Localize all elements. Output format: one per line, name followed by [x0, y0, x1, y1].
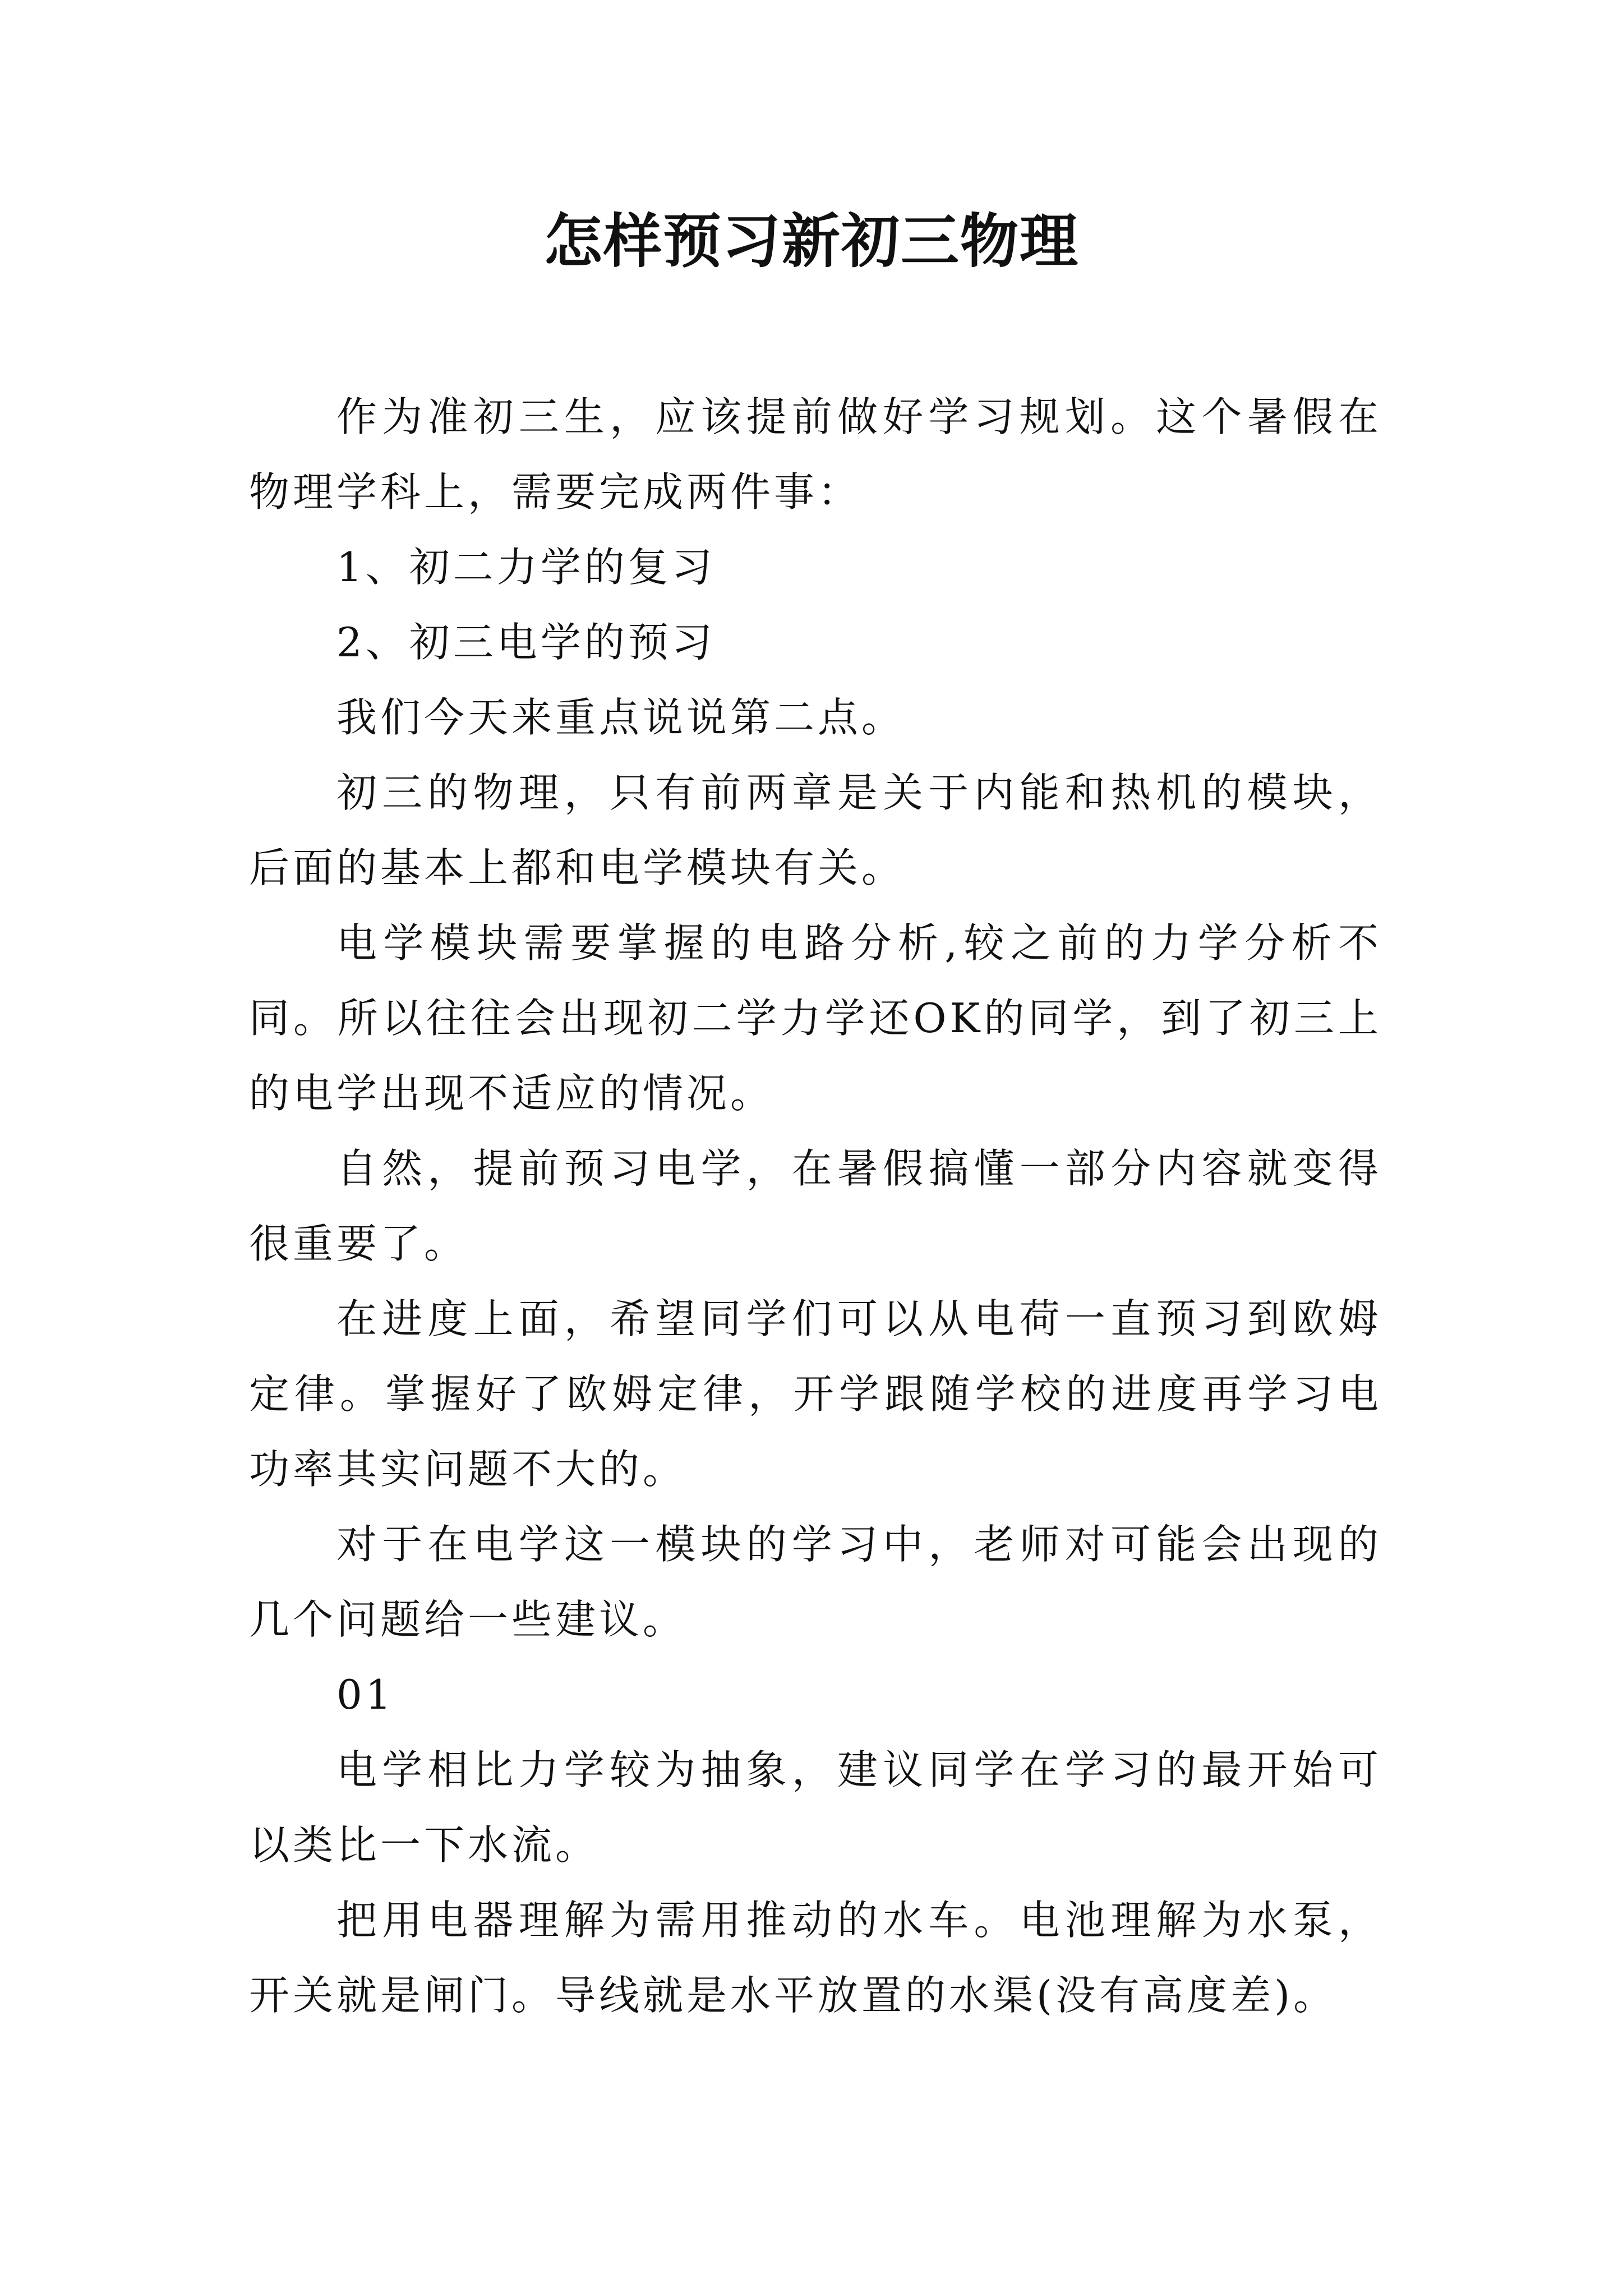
- paragraph-focus: 我们今天来重点说说第二点。: [336, 694, 906, 741]
- paragraph-intro: 作为准初三生，应该提前做好学习规划。这个暑假在物理学科上，需要完成两件事：: [249, 393, 1382, 516]
- document-title: 怎样预习新初三物理: [543, 206, 1079, 275]
- paragraph-water-model: 把用电器理解为需用推动的水车。电池理解为水泵，开关就是闸门。导线就是水平放置的水渠(没有高度差)。: [249, 1897, 1382, 2019]
- paragraph-chapters: 初三的物理，只有前两章是关于内能和热机的模块，后面的基本上都和电学模块有关。: [249, 769, 1382, 891]
- paragraph-analogy: 电学相比力学较为抽象，建议同学在学习的最开始可以类比一下水流。: [249, 1746, 1382, 1869]
- paragraph-advice: 对于在电学这一模块的学习中，老师对可能会出现的几个问题给一些建议。: [249, 1521, 1382, 1643]
- paragraph-circuit-analysis: 电学模块需要掌握的电路分析,较之前的力学分析不同。所以往往会出现初二学力学还OK的同学，到了初三上的电学出现不适应的情况。: [249, 919, 1382, 1117]
- paragraph-importance: 自然，提前预习电学，在暑假搞懂一部分内容就变得很重要了。: [249, 1145, 1382, 1267]
- list-item-review: 1、初二力学的复习: [336, 544, 716, 591]
- paragraph-progress: 在进度上面，希望同学们可以从电荷一直预习到欧姆定律。掌握好了欧姆定律，开学跟随学校的进度再学习电功率其实问题不大的。: [249, 1295, 1382, 1493]
- document-body: [249, 379, 1382, 2033]
- section-number: 01: [336, 1671, 395, 1718]
- list-item-preview: 2、初三电学的预习: [336, 619, 716, 666]
